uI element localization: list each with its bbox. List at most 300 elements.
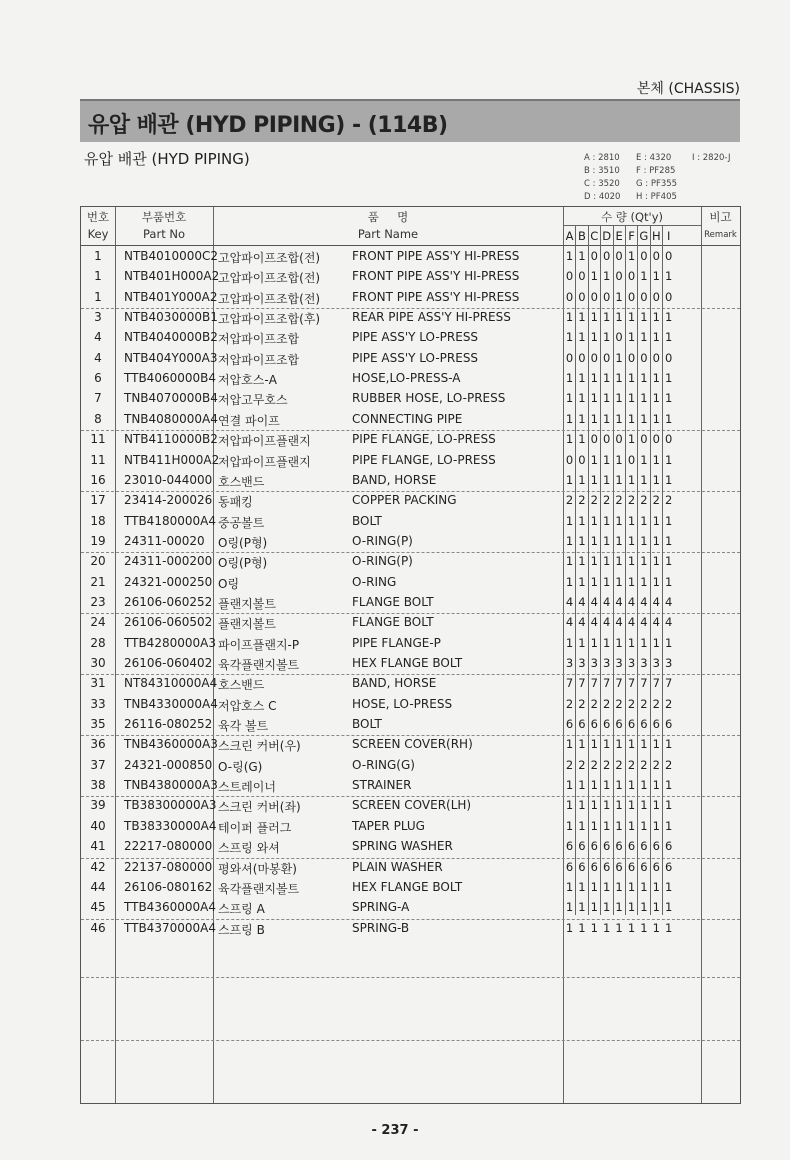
row-name-kr: 스프링 A — [218, 902, 265, 917]
row-qty: 1 — [603, 818, 611, 833]
row-qty: 1 — [590, 330, 598, 345]
qty-col-divider — [600, 225, 601, 915]
row-qty: 1 — [665, 900, 673, 915]
row-key: 4 — [94, 330, 102, 345]
row-qty: 1 — [603, 533, 611, 548]
row-name-kr: O링 — [218, 576, 240, 591]
row-qty: 7 — [590, 676, 598, 691]
group-separator — [81, 308, 740, 309]
row-qty: 0 — [615, 269, 623, 284]
legend-entry: H : PF405 — [636, 192, 677, 202]
col-divider — [701, 207, 702, 1103]
row-key: 11 — [90, 452, 106, 467]
row-name-en: BAND, HORSE — [352, 472, 437, 487]
row-name-kr: 플랜지볼트 — [218, 617, 276, 632]
row-qty: 1 — [565, 310, 574, 325]
row-qty: 6 — [578, 839, 586, 854]
row-qty: 0 — [627, 289, 636, 304]
section-label: 본체 (CHASSIS) — [636, 81, 740, 97]
row-qty: 0 — [652, 350, 660, 365]
row-qty: 1 — [590, 900, 598, 915]
row-qty: 3 — [615, 656, 623, 670]
row-qty: 1 — [627, 310, 636, 325]
row-qty: 1 — [565, 330, 574, 345]
row-qty: 1 — [665, 533, 673, 548]
row-qty: 1 — [590, 391, 598, 406]
row-qty: 0 — [578, 269, 586, 284]
row-qty: 1 — [615, 920, 623, 935]
row-qty: 2 — [603, 696, 611, 711]
col-part-kr: 부품번호 — [141, 210, 187, 224]
row-name-kr: 호스밴드 — [218, 474, 265, 489]
legend-entry: A : 2810 — [584, 153, 620, 163]
row-qty: 7 — [665, 676, 673, 691]
row-qty: 1 — [627, 737, 636, 752]
row-key: 7 — [94, 391, 102, 406]
row-name-en: BOLT — [352, 513, 382, 528]
row-qty: 0 — [590, 289, 598, 304]
qty-letter-a: A — [565, 229, 574, 243]
row-qty: 6 — [578, 717, 586, 732]
row-qty: 1 — [590, 635, 598, 650]
row-part-no: TNB4360000A3 — [124, 737, 218, 752]
row-qty: 1 — [665, 371, 673, 386]
row-qty: 6 — [652, 839, 660, 854]
qty-col-divider — [637, 225, 638, 915]
row-qty: 0 — [603, 432, 611, 447]
row-qty: 1 — [652, 330, 660, 345]
row-name-en: COPPER PACKING — [352, 493, 457, 508]
row-qty: 0 — [578, 452, 586, 467]
row-qty: 1 — [627, 554, 636, 569]
row-qty: 1 — [615, 818, 623, 833]
row-name-en: O-RING — [352, 574, 397, 589]
row-qty: 1 — [665, 635, 673, 650]
qty-col-divider — [588, 225, 589, 915]
group-separator — [81, 674, 740, 675]
row-qty: 2 — [615, 757, 623, 772]
row-qty: 1 — [590, 818, 598, 833]
row-qty: 1 — [652, 513, 660, 528]
row-qty: 1 — [627, 635, 636, 650]
row-qty: 0 — [590, 350, 598, 365]
row-part-no: NTB4010000C2 — [124, 249, 218, 263]
qty-subheader-line — [563, 225, 701, 226]
row-key: 21 — [90, 574, 106, 589]
row-qty: 1 — [565, 391, 574, 406]
qty-letter-f: F — [628, 229, 635, 243]
row-qty: 1 — [652, 737, 660, 752]
row-qty: 6 — [627, 839, 636, 854]
row-qty: 1 — [603, 330, 611, 345]
row-qty: 0 — [565, 350, 574, 365]
row-qty: 0 — [565, 452, 574, 467]
row-qty: 1 — [652, 411, 660, 426]
row-part-no: TNB4330000A4 — [124, 696, 218, 711]
row-part-no: NTB411H000A2 — [124, 452, 220, 467]
qty-letter-i: I — [666, 229, 671, 243]
row-qty: 1 — [590, 371, 598, 386]
row-part-no: NTB401H000A2 — [124, 269, 220, 284]
row-name-kr: 파이프플랜지-P — [218, 637, 300, 652]
row-qty: 3 — [627, 656, 636, 670]
row-name-en: SPRING WASHER — [352, 839, 453, 854]
row-qty: 1 — [565, 778, 574, 793]
row-qty: 1 — [652, 554, 660, 569]
row-qty: 1 — [640, 554, 648, 569]
row-part-no: NT84310000A4 — [124, 676, 218, 691]
row-name-en: FRONT PIPE ASS'Y HI-PRESS — [352, 289, 520, 304]
row-qty: 1 — [590, 533, 598, 548]
row-part-no: NTB4030000B1 — [124, 310, 218, 325]
group-separator — [81, 491, 740, 492]
row-qty: 0 — [590, 249, 598, 263]
row-qty: 3 — [603, 656, 611, 670]
row-name-en: O-RING(P) — [352, 533, 413, 548]
row-qty: 1 — [565, 737, 574, 752]
row-qty: 1 — [640, 411, 648, 426]
col-remark-en: Remark — [704, 230, 737, 240]
row-qty: 1 — [565, 432, 574, 447]
row-part-no: NTB401Y000A2 — [124, 289, 218, 304]
row-name-kr: 육각 볼트 — [218, 719, 269, 734]
row-qty: 0 — [615, 249, 623, 263]
row-qty: 1 — [603, 411, 611, 426]
row-part-no: TTB4360000A4 — [124, 900, 216, 915]
title-banner — [80, 99, 740, 142]
row-part-no: TTB4060000B4 — [124, 371, 216, 386]
row-key: 37 — [90, 757, 106, 772]
row-qty: 1 — [615, 778, 623, 793]
row-qty: 1 — [578, 635, 586, 650]
row-qty: 1 — [578, 778, 586, 793]
row-part-no: TB38330000A4 — [124, 818, 217, 833]
row-qty: 1 — [665, 920, 673, 935]
row-qty: 1 — [615, 452, 623, 467]
parts-table — [80, 206, 741, 1104]
row-name-en: FRONT PIPE ASS'Y HI-PRESS — [352, 249, 520, 263]
row-qty: 0 — [652, 432, 660, 447]
row-qty: 6 — [640, 717, 648, 732]
row-key: 23 — [90, 594, 106, 609]
row-qty: 1 — [640, 818, 648, 833]
row-qty: 1 — [627, 900, 636, 915]
col-part-en: Part No — [143, 227, 185, 241]
row-qty: 2 — [640, 696, 648, 711]
row-qty: 1 — [640, 330, 648, 345]
row-qty: 4 — [665, 615, 673, 630]
row-name-en: PIPE ASS'Y LO-PRESS — [352, 350, 479, 365]
row-qty: 6 — [590, 839, 598, 854]
row-key: 8 — [94, 411, 102, 426]
row-qty: 0 — [615, 330, 623, 345]
row-part-no: 26106-060402 — [124, 656, 213, 670]
row-qty: 6 — [615, 717, 623, 732]
row-qty: 2 — [578, 757, 586, 772]
row-qty: 1 — [627, 411, 636, 426]
row-qty: 1 — [565, 554, 574, 569]
row-name-en: TAPER PLUG — [352, 818, 425, 833]
row-qty: 1 — [603, 879, 611, 894]
row-name-en: PLAIN WASHER — [352, 859, 443, 874]
row-qty: 6 — [652, 859, 660, 874]
row-key: 38 — [90, 778, 106, 793]
row-qty: 1 — [615, 371, 623, 386]
group-separator — [81, 796, 740, 797]
row-qty: 1 — [615, 574, 623, 589]
row-qty: 1 — [565, 411, 574, 426]
row-qty: 1 — [615, 879, 623, 894]
legend-entry: D : 4020 — [584, 192, 621, 202]
row-name-kr: O링(P형) — [218, 535, 268, 550]
legend-entry: G : PF355 — [636, 179, 678, 189]
row-name-en: BOLT — [352, 717, 382, 732]
row-qty: 1 — [627, 513, 636, 528]
col-remark-kr: 비고 — [709, 210, 732, 224]
row-qty: 0 — [640, 432, 648, 447]
row-qty: 1 — [652, 452, 660, 467]
row-qty: 1 — [603, 452, 611, 467]
row-qty: 1 — [640, 452, 648, 467]
row-qty: 1 — [665, 818, 673, 833]
row-name-kr: 저압호스 C — [218, 698, 277, 713]
row-qty: 1 — [627, 798, 636, 813]
row-qty: 1 — [615, 391, 623, 406]
row-qty: 1 — [565, 900, 574, 915]
row-qty: 6 — [603, 839, 611, 854]
row-qty: 7 — [603, 676, 611, 691]
row-key: 30 — [90, 656, 106, 670]
row-name-en: PIPE FLANGE, LO-PRESS — [352, 452, 496, 467]
row-name-en: HOSE,LO-PRESS-A — [352, 371, 461, 386]
row-qty: 6 — [640, 839, 648, 854]
row-qty: 2 — [603, 493, 611, 508]
row-key: 31 — [90, 676, 106, 691]
row-qty: 1 — [565, 879, 574, 894]
row-qty: 2 — [652, 493, 660, 508]
row-qty: 1 — [578, 533, 586, 548]
col-key-en: Key — [87, 227, 109, 241]
row-qty: 0 — [652, 249, 660, 263]
row-part-no: 22217-080000 — [124, 839, 213, 854]
row-qty: 1 — [627, 472, 636, 487]
row-qty: 1 — [627, 574, 636, 589]
row-qty: 6 — [565, 839, 574, 854]
row-qty: 1 — [640, 391, 648, 406]
row-qty: 2 — [565, 696, 574, 711]
row-qty: 2 — [590, 696, 598, 711]
blank-separator — [81, 1040, 740, 1041]
row-qty: 1 — [565, 798, 574, 813]
row-qty: 1 — [652, 920, 660, 935]
row-part-no: 26116-080252 — [124, 717, 213, 732]
legend-entry: E : 4320 — [636, 153, 672, 163]
row-key: 33 — [90, 696, 106, 711]
legend-entry: B : 3510 — [584, 166, 620, 176]
row-qty: 1 — [615, 554, 623, 569]
row-qty: 1 — [603, 310, 611, 325]
row-name-kr: 스프링 B — [218, 922, 265, 937]
row-qty: 1 — [665, 391, 673, 406]
row-name-en: FRONT PIPE ASS'Y HI-PRESS — [352, 269, 520, 284]
row-key: 18 — [90, 513, 106, 528]
row-part-no: 22137-080000 — [124, 859, 213, 874]
row-key: 39 — [90, 798, 106, 813]
row-qty: 1 — [603, 778, 611, 793]
row-part-no: 26106-060252 — [124, 594, 213, 609]
row-qty: 3 — [590, 656, 598, 670]
row-part-no: TNB4080000A4 — [124, 411, 218, 426]
row-name-kr: 육각플랜지볼트 — [218, 881, 300, 896]
row-qty: 1 — [652, 371, 660, 386]
row-qty: 6 — [578, 859, 586, 874]
row-name-en: SPRING-B — [352, 920, 410, 935]
row-qty: 1 — [565, 920, 574, 935]
row-qty: 1 — [603, 472, 611, 487]
row-qty: 1 — [578, 411, 586, 426]
row-qty: 1 — [565, 574, 574, 589]
row-key: 3 — [94, 310, 102, 325]
row-key: 4 — [94, 350, 102, 365]
row-qty: 1 — [615, 798, 623, 813]
row-qty: 1 — [627, 778, 636, 793]
row-name-en: FLANGE BOLT — [352, 615, 434, 630]
row-qty: 0 — [640, 289, 648, 304]
row-qty: 1 — [578, 432, 586, 447]
row-qty: 1 — [590, 920, 598, 935]
row-qty: 6 — [627, 859, 636, 874]
row-key: 40 — [90, 818, 106, 833]
row-key: 36 — [90, 737, 106, 752]
row-qty: 1 — [590, 554, 598, 569]
row-qty: 4 — [603, 615, 611, 630]
row-qty: 1 — [578, 554, 586, 569]
row-name-kr: 저압파이프조합 — [218, 332, 300, 347]
row-qty: 1 — [640, 574, 648, 589]
row-qty: 1 — [652, 472, 660, 487]
row-qty: 1 — [603, 574, 611, 589]
row-qty: 2 — [640, 757, 648, 772]
row-name-en: SPRING-A — [352, 900, 410, 915]
row-qty: 1 — [627, 391, 636, 406]
row-name-kr: 스크린 커버(우) — [218, 739, 301, 754]
row-name-kr: 플랜지볼트 — [218, 596, 276, 611]
row-name-en: STRAINER — [352, 778, 412, 793]
row-name-kr: 스트레이너 — [218, 780, 276, 795]
qty-letter-g: G — [639, 229, 649, 243]
row-name-kr: 스크린 커버(좌) — [218, 800, 301, 815]
row-part-no: TTB4180000A4 — [124, 513, 216, 528]
row-qty: 1 — [615, 533, 623, 548]
row-qty: 1 — [615, 411, 623, 426]
row-qty: 6 — [615, 839, 623, 854]
row-qty: 1 — [652, 778, 660, 793]
row-qty: 1 — [652, 818, 660, 833]
row-qty: 1 — [665, 452, 673, 467]
row-qty: 4 — [590, 615, 598, 630]
row-qty: 1 — [590, 452, 598, 467]
group-separator — [81, 613, 740, 614]
row-key: 17 — [90, 493, 106, 508]
row-qty: 4 — [565, 594, 574, 609]
row-name-en: BAND, HORSE — [352, 676, 437, 691]
row-name-kr: 저압고무호스 — [218, 393, 288, 408]
row-qty: 1 — [578, 737, 586, 752]
row-qty: 6 — [652, 717, 660, 732]
row-qty: 0 — [565, 269, 574, 284]
row-qty: 1 — [578, 900, 586, 915]
row-qty: 1 — [640, 513, 648, 528]
row-qty: 7 — [640, 676, 648, 691]
row-qty: 2 — [627, 757, 636, 772]
row-qty: 2 — [665, 757, 673, 772]
row-name-en: HEX FLANGE BOLT — [352, 656, 463, 670]
row-qty: 1 — [665, 269, 673, 284]
row-key: 1 — [94, 269, 102, 284]
row-qty: 1 — [565, 818, 574, 833]
row-part-no: TB38300000A3 — [124, 798, 217, 813]
row-key: 19 — [90, 533, 106, 548]
row-qty: 4 — [640, 615, 648, 630]
group-separator — [81, 552, 740, 553]
row-qty: 1 — [590, 798, 598, 813]
row-qty: 7 — [652, 676, 660, 691]
row-qty: 1 — [590, 513, 598, 528]
row-name-en: PIPE ASS'Y LO-PRESS — [352, 330, 479, 345]
row-qty: 6 — [590, 859, 598, 874]
row-qty: 1 — [640, 371, 648, 386]
row-qty: 2 — [615, 493, 623, 508]
row-name-kr: 호스밴드 — [218, 678, 265, 693]
row-qty: 6 — [615, 859, 623, 874]
row-qty: 6 — [665, 839, 673, 854]
row-qty: 1 — [627, 330, 636, 345]
row-name-kr: 동패킹 — [218, 495, 253, 510]
row-qty: 1 — [603, 737, 611, 752]
row-part-no: 23010-044000 — [124, 472, 213, 487]
row-key: 46 — [90, 920, 106, 935]
row-qty: 3 — [652, 656, 660, 670]
row-qty: 1 — [640, 737, 648, 752]
row-qty: 1 — [665, 574, 673, 589]
row-qty: 6 — [603, 859, 611, 874]
row-name-en: HOSE, LO-PRESS — [352, 696, 453, 711]
row-qty: 1 — [603, 371, 611, 386]
row-qty: 4 — [615, 615, 623, 630]
qty-col-divider — [575, 225, 576, 915]
row-qty: 1 — [603, 269, 611, 284]
row-qty: 1 — [665, 472, 673, 487]
row-qty: 1 — [603, 920, 611, 935]
row-qty: 4 — [652, 594, 660, 609]
row-name-en: HEX FLANGE BOLT — [352, 879, 463, 894]
legend-entry: I : 2820-J — [692, 153, 731, 163]
row-qty: 1 — [652, 900, 660, 915]
row-qty: 1 — [665, 737, 673, 752]
row-qty: 4 — [640, 594, 648, 609]
row-qty: 1 — [615, 310, 623, 325]
row-qty: 1 — [615, 513, 623, 528]
row-name-en: PIPE FLANGE-P — [352, 635, 441, 650]
qty-letter-d: D — [602, 229, 612, 243]
row-qty: 1 — [615, 472, 623, 487]
row-key: 42 — [90, 859, 106, 874]
row-qty: 1 — [652, 391, 660, 406]
row-qty: 1 — [665, 513, 673, 528]
row-name-kr: 고압파이프조합(전) — [218, 251, 321, 265]
row-qty: 4 — [565, 615, 574, 630]
row-part-no: NTB404Y000A3 — [124, 350, 218, 365]
